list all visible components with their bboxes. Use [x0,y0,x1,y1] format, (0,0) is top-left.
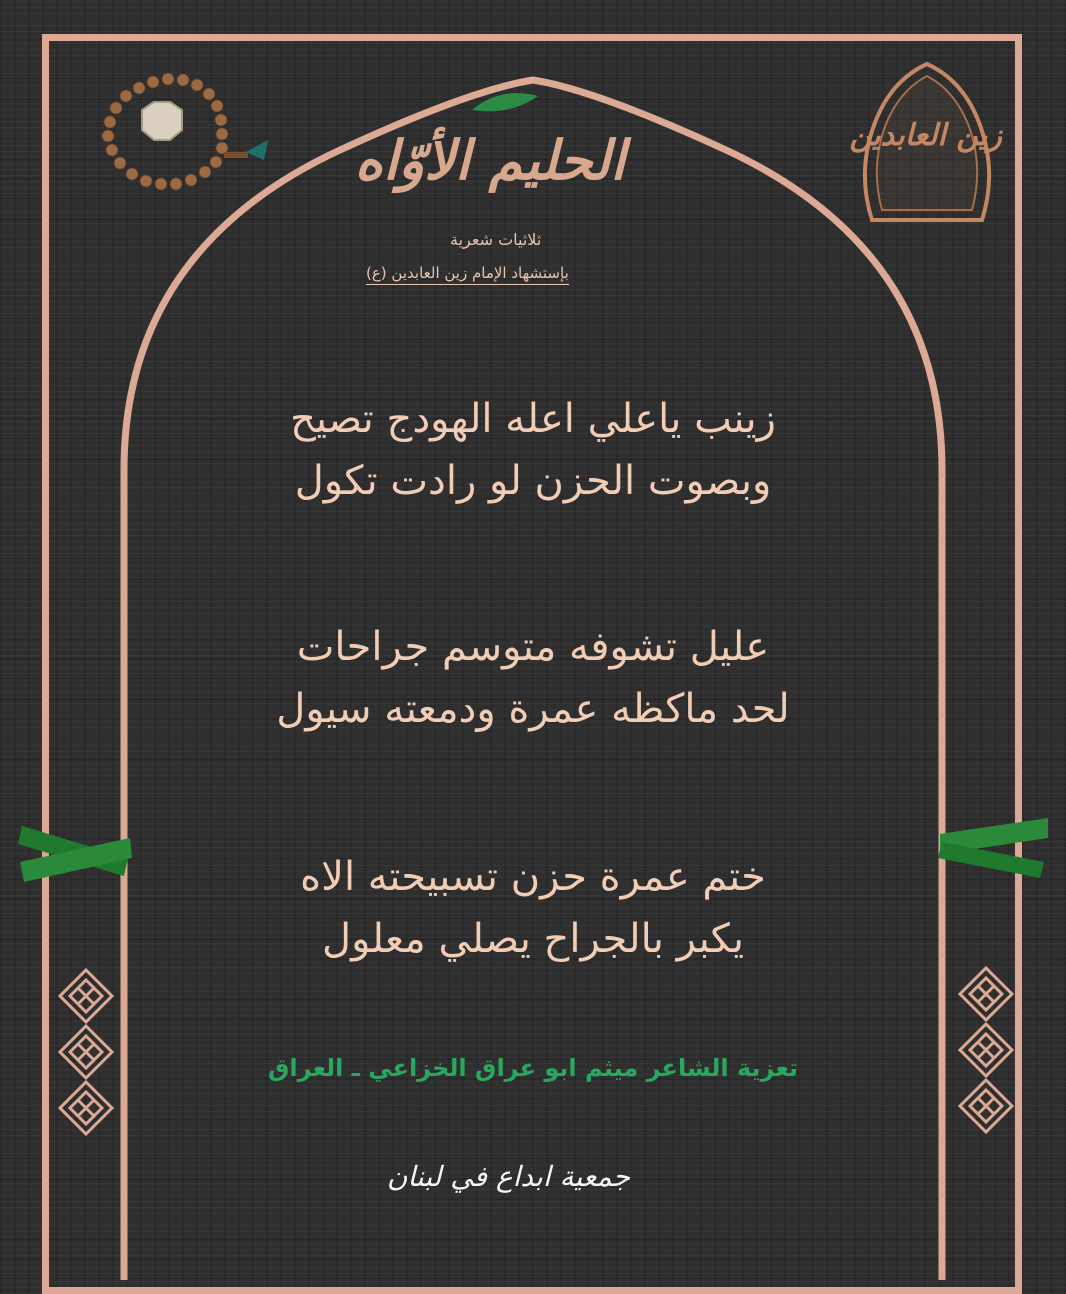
rosary-icon [96,68,276,208]
page-subtitle: ثلاثيات شعرية [450,230,542,249]
leaf-icon [470,90,540,116]
poem-stanza-1 [200,388,866,512]
medallion-icon [849,60,1002,230]
poem-line: وبصوت الحزن لو رادت تكول [294,458,772,504]
poem-line: يكبر بالجراح يصلي معلول [322,916,744,962]
page-title: الحليم الأوّاه [354,128,626,192]
poem-line: زينب ياعلي اعله الهودج تصيح [290,396,776,442]
poem-stanza-2 [200,616,866,740]
kufic-knot-icon [58,1080,114,1136]
kufic-knot-icon [58,968,114,1024]
occasion-note: بإستشهاد الإمام زين العابدين (ع) [366,264,569,285]
poet-credit: تعزية الشاعر ميثم ابو عراق الخزاعي ـ العراق [267,1054,799,1082]
poem-line: ختم عمرة حزن تسبيحته الاه [300,854,766,900]
poem-stanza-3 [200,846,866,970]
kufic-knot-icon [958,1078,1014,1134]
medallion-text: زين العابدين [849,118,1002,153]
kufic-knot-icon [958,966,1014,1022]
kufic-knot-icon [58,1024,114,1080]
ribbon-icon [936,812,1052,882]
title-block [340,90,680,340]
poem-line: عليل تشوفه متوسم جراحات [296,624,770,670]
kufic-knot-icon [958,1022,1014,1078]
organization-logo: جمعية ابداع في لبنان [386,1160,630,1193]
poem-line: لحد ماكظه عمرة ودمعته سيول [276,686,790,732]
ribbon-icon [16,818,134,888]
